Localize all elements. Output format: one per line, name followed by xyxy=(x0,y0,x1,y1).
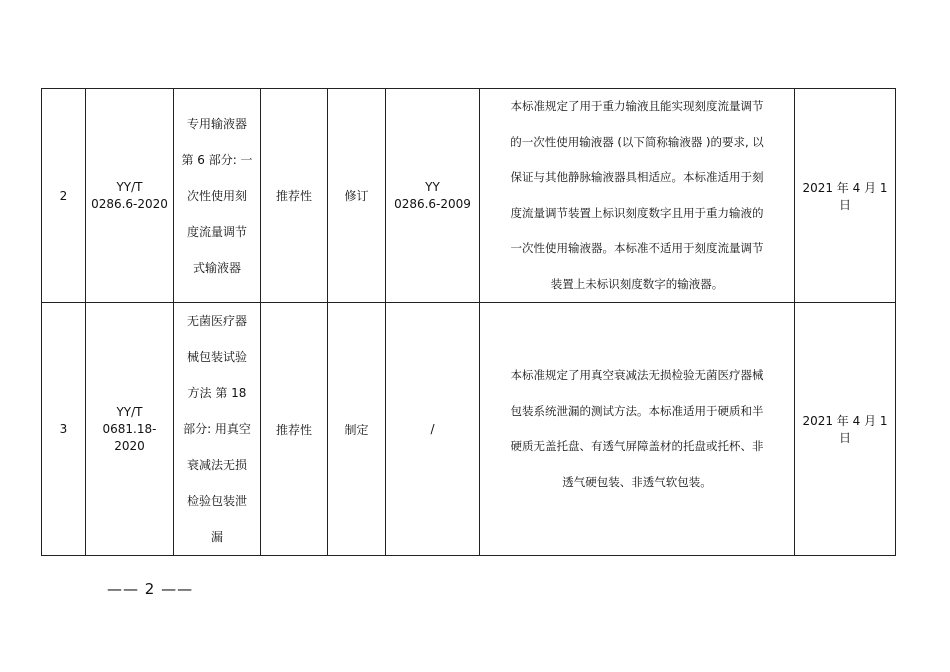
standard-code xyxy=(86,89,174,303)
standard-name: 专用输液器 第 6 部分: 一 次性使用刻 度流量调节 式输液器 xyxy=(174,89,261,303)
standard-name: 无菌医疗器 械包装试验 方法 第 18 部分: 用真空 衰减法无损 检验包装泄 漏 xyxy=(174,303,261,556)
standard-nature: 制定 xyxy=(328,303,386,556)
replaced-standard-text: YY 0286.6-2009 xyxy=(394,179,471,211)
table-row xyxy=(42,89,896,303)
standard-nature: 修订 xyxy=(328,89,386,303)
standards-table xyxy=(41,88,896,556)
standard-scope: 本标准规定了用于重力输液且能实现刻度流量调节 的一次性使用输液器 (以下简称输液器 )的要求, 以 保证与其他静脉输液器具相适应。本标准适用于刻 度流量调节装置上标识刻度数字且用于重力输液的 一次性使用输液器。本标准不适用于刻度流量调节 装置上未标识刻度数字的输液器。 xyxy=(480,89,795,303)
replaced-standard xyxy=(386,89,480,303)
standard-code xyxy=(86,303,174,556)
replaced-standard-text: / xyxy=(430,421,435,436)
implementation-date: 2021 年 4 月 1 日 xyxy=(795,89,896,303)
standard-code-text: YY/T 0286.6-2020 xyxy=(91,179,168,211)
standard-type: 推荐性 xyxy=(261,89,328,303)
table-row xyxy=(42,303,896,556)
replaced-standard xyxy=(386,303,480,556)
row-number: 2 xyxy=(42,89,86,303)
page-number: —— 2 —— xyxy=(107,580,194,598)
standard-scope: 本标准规定了用真空衰减法无损检验无菌医疗器械 包装系统泄漏的测试方法。本标准适用于硬质和半 硬质无盖托盘、有透气屏障盖材的托盘或托杯、非 透气硬包装、非透气软包装。 xyxy=(480,303,795,556)
standard-code-text: YY/T 0681.18-2020 xyxy=(102,404,157,453)
implementation-date: 2021 年 4 月 1 日 xyxy=(795,303,896,556)
row-number: 3 xyxy=(42,303,86,556)
standard-type: 推荐性 xyxy=(261,303,328,556)
